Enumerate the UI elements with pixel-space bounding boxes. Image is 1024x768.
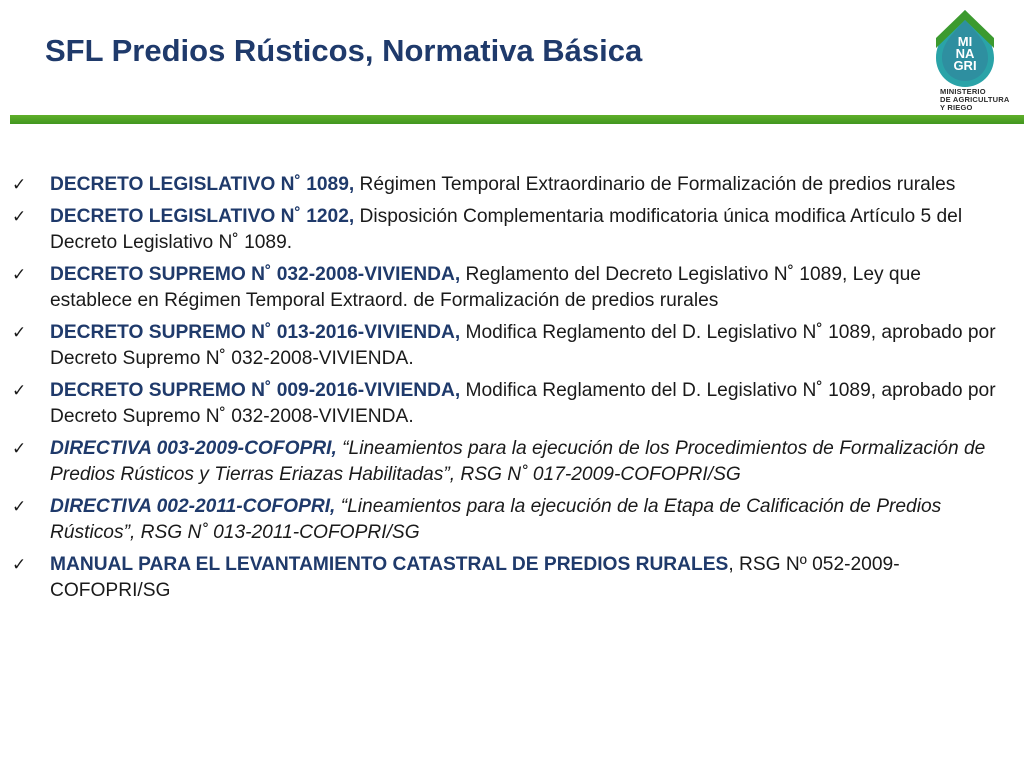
minagri-logo bbox=[920, 8, 1018, 114]
item-description: , RSG Nº 052-2009-COFOPRI/SG bbox=[50, 554, 900, 601]
item-description: Modifica Reglamento del D. Legislativo N˚ 1089, aprobado por Decreto Supremo N˚ 032-2008-VIVIENDA. bbox=[50, 380, 996, 427]
logo-line-3: GRI bbox=[953, 58, 977, 73]
item-description: Modifica Reglamento del D. Legislativo N˚ 1089, aprobado por Decreto Supremo N˚ 032-2008-VIVIENDA. bbox=[50, 322, 996, 369]
list-item bbox=[0, 204, 1024, 256]
logo-sub-1: MINISTERIO bbox=[940, 87, 986, 96]
item-code: MANUAL PARA EL LEVANTAMIENTO CATASTRAL DE PREDIOS RURALES bbox=[50, 554, 729, 575]
item-description: Reglamento del Decreto Legislativo N˚ 1089, Ley que establece en Régimen Temporal Extraord. de Formalización de predios rurales bbox=[50, 264, 921, 311]
item-code: DECRETO SUPREMO N˚ 009-2016-VIVIENDA, bbox=[50, 380, 461, 401]
regulation-list bbox=[0, 172, 1024, 610]
slide-title: SFL Predios Rústicos, Normativa Básica bbox=[45, 33, 643, 68]
list-item bbox=[0, 436, 1024, 488]
checkmark-icon: ✓ bbox=[12, 439, 27, 459]
item-code: DECRETO LEGISLATIVO N˚ 1089, bbox=[50, 174, 355, 195]
checkmark-icon: ✓ bbox=[12, 497, 27, 517]
list-item bbox=[0, 494, 1024, 546]
logo-subtitle bbox=[940, 88, 1020, 112]
checkmark-icon: ✓ bbox=[12, 323, 27, 343]
logo-sub-3: Y RIEGO bbox=[940, 103, 973, 112]
list-item bbox=[0, 552, 1024, 604]
checkmark-icon: ✓ bbox=[12, 381, 27, 401]
header-divider bbox=[10, 115, 1024, 124]
item-description: “Lineamientos para la ejecución de la Etapa de Calificación de Predios Rústicos”, RSG N˚ 013-2011-COFOPRI/SG bbox=[50, 496, 942, 543]
checkmark-icon: ✓ bbox=[12, 555, 27, 575]
checkmark-icon: ✓ bbox=[12, 175, 27, 195]
logo-sub-2: DE AGRICULTURA bbox=[940, 95, 1010, 104]
list-item bbox=[0, 320, 1024, 372]
item-code: DECRETO LEGISLATIVO N˚ 1202, bbox=[50, 206, 355, 227]
item-description: Régimen Temporal Extraordinario de Formalización de predios rurales bbox=[354, 174, 956, 195]
item-code: DECRETO SUPREMO N˚ 032-2008-VIVIENDA, bbox=[50, 264, 461, 285]
item-code: DECRETO SUPREMO N˚ 013-2016-VIVIENDA, bbox=[50, 322, 461, 343]
item-description: “Lineamientos para la ejecución de los Procedimientos de Formalización de Predios Rústicos y Tierras Eriazas Habilitadas”, RSG N˚ 017-2009-COFOPRI/SG bbox=[50, 438, 986, 485]
list-item bbox=[0, 262, 1024, 314]
logo-line-2: NA bbox=[955, 46, 975, 61]
item-code: DIRECTIVA 002-2011-COFOPRI, bbox=[50, 496, 336, 517]
logo-line-1: MI bbox=[957, 34, 973, 49]
logo-wordmark bbox=[940, 36, 990, 72]
item-code: DIRECTIVA 003-2009-COFOPRI, bbox=[50, 438, 337, 459]
checkmark-icon: ✓ bbox=[12, 265, 27, 285]
checkmark-icon: ✓ bbox=[12, 207, 27, 227]
list-item bbox=[0, 378, 1024, 430]
list-item bbox=[0, 172, 1024, 198]
item-description: Disposición Complementaria modificatoria única modifica Artículo 5 del Decreto Legislativo N˚ 1089. bbox=[50, 206, 963, 253]
